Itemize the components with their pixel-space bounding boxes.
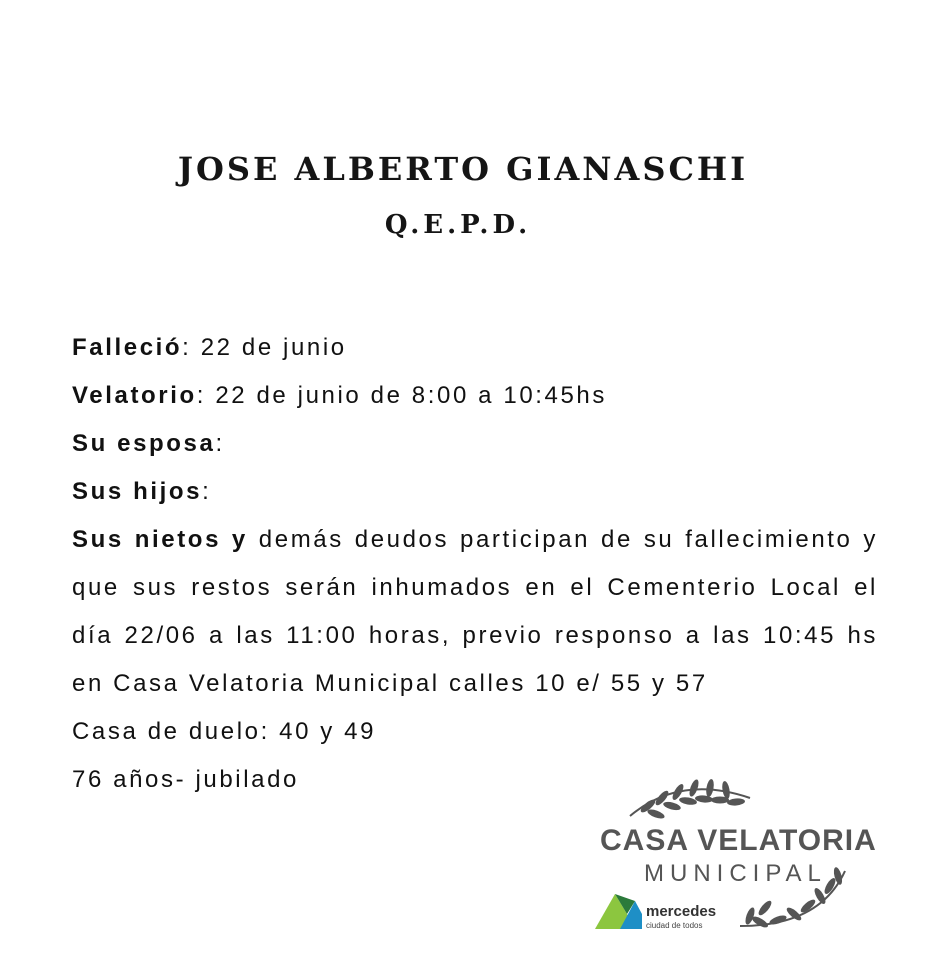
wake-label: Velatorio [72, 382, 197, 409]
mercedes-brand: mercedes [646, 903, 717, 920]
death-date-value: : 22 de junio [182, 334, 347, 361]
mourning-house-line: Casa de duelo: 40 y 49 [72, 718, 377, 745]
spouse-label: Su esposa [72, 430, 216, 457]
logo-subtitle: MUNICIPAL [644, 860, 827, 887]
death-date-label: Falleció [72, 334, 183, 361]
grandchildren-label: Sus nietos y [72, 526, 248, 553]
children-label: Sus hijos [72, 478, 203, 505]
grandchildren-paragraph [72, 516, 878, 708]
burial-announcement: demás deudos participan de su fallecimiento y que sus restos serán inhumados en el Cementerio Local el día 22/06 a las 11:00 horas, previo responso a las 10:45 hs en Casa Velatoria Municipal calles 10 e/ 55 y 57 [72, 526, 878, 697]
rest-in-peace-epithet: Q.E.P.D. [384, 210, 532, 240]
death-date-line [72, 324, 878, 372]
casa-velatoria-logo [590, 776, 880, 936]
age-occupation-line: 76 años- jubilado [72, 766, 300, 793]
mercedes-tagline: ciudad de todos [646, 921, 703, 930]
logo-title: CASA VELATORIA [600, 824, 877, 857]
children-line [72, 468, 878, 516]
spouse-line [72, 420, 878, 468]
notice-body [72, 324, 878, 804]
children-value: : [202, 478, 212, 505]
deceased-name: JOSE ALBERTO GIANASCHI [177, 150, 749, 188]
wake-value: : 22 de junio de 8:00 a 10:45hs [196, 382, 607, 409]
wake-line [72, 372, 878, 420]
spouse-value: : [215, 430, 225, 457]
